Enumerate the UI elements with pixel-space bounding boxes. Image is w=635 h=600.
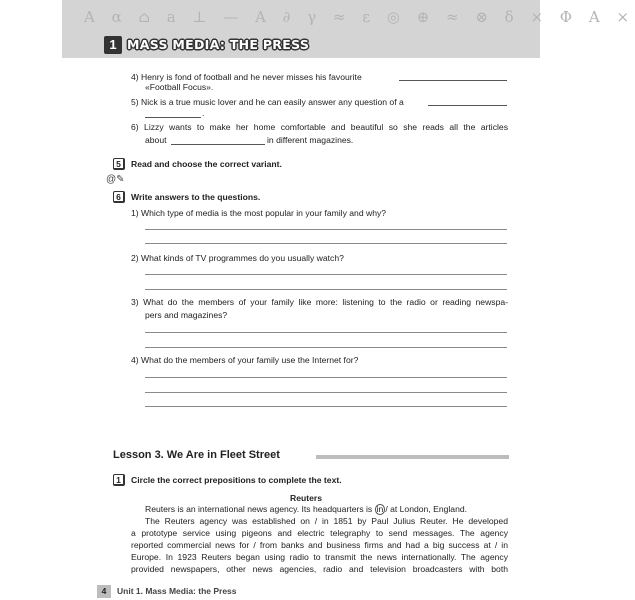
item-4-blank[interactable]: [399, 80, 507, 81]
text-line: The Reuters agency was established on / in 1851 by Paul Julius Reuter. He developed: [145, 516, 508, 526]
item-5-line1: 5) Nick is a true music lover and he can easily answer any question of a: [131, 97, 404, 107]
online-task-icon: @✎: [106, 174, 125, 185]
answer-line[interactable]: [145, 377, 507, 378]
exercise-5-instruction: Read and choose the correct variant.: [131, 159, 282, 169]
item-5-period: .: [202, 108, 205, 118]
exercise-1-number: 1: [113, 474, 125, 486]
text-p1-start: Reuters is an international news agency. Its headquarters is: [145, 504, 373, 514]
question-4: 4) What do the members of your family use the Internet for?: [131, 355, 359, 365]
exercise-1-instruction: Circle the correct prepositions to complete the text.: [131, 475, 342, 485]
item-5-blank-end[interactable]: [428, 105, 507, 106]
item-6-about: about: [145, 135, 167, 145]
exercise-6-instruction: Write answers to the questions.: [131, 192, 261, 202]
answer-line[interactable]: [145, 274, 507, 275]
text-line: a prototype service using pigeons and electric telegraphy to send messages. The agency: [131, 528, 508, 538]
answer-line[interactable]: [145, 406, 507, 407]
exercise-6-number: 6: [113, 191, 125, 203]
answer-line[interactable]: [145, 289, 507, 290]
text-paragraph-1: [145, 504, 467, 515]
lesson-title: Lesson 3. We Are in Fleet Street: [113, 449, 280, 461]
circled-preposition[interactable]: in: [376, 504, 384, 514]
decorative-header-pattern: A α ⌂ a ⊥ — A ∂ γ ≈ ε ◎ ⊕ ≈ ⊗ δ × Φ A ×: [84, 8, 635, 26]
item-4-line2: «Football Focus».: [145, 82, 214, 92]
lesson-title-bar: [316, 455, 509, 459]
question-2: 2) What kinds of TV programmes do you usually watch?: [131, 253, 344, 263]
item-6-line1: 6) Lizzy wants to make her home comfortable and beautiful so she reads all the articles: [131, 122, 508, 132]
item-6-line2-end: in different magazines.: [267, 135, 354, 145]
question-3-line1: 3) What do the members of your family like more: listening to the radio or reading newspa-: [131, 297, 508, 307]
answer-line[interactable]: [145, 392, 507, 393]
unit-title: MASS MEDIA: THE PRESS: [127, 37, 310, 52]
answer-line[interactable]: [145, 347, 507, 348]
text-p1-end: / at London, England.: [385, 504, 468, 514]
question-1: 1) Which type of media is the most popular in your family and why?: [131, 208, 387, 218]
item-6-blank[interactable]: [171, 144, 265, 145]
text-line: Europe. In 1923 Reuters began using radio to transmit the news internationally. The agency: [131, 552, 508, 562]
item-5-blank-start[interactable]: [145, 117, 201, 118]
page-number: 4: [97, 585, 111, 598]
item-4-line1: 4) Henry is fond of football and he never misses his favourite: [131, 72, 362, 82]
unit-number-badge: 1: [104, 36, 122, 54]
answer-line[interactable]: [145, 332, 507, 333]
footer-unit-title: Unit 1. Mass Media: the Press: [117, 586, 237, 596]
text-line: reported commercial news for / from banks and business firms and had a big success at / in: [131, 540, 508, 550]
text-line: provided newspapers, other news agencies, radio and television broadcasters with both: [131, 564, 508, 574]
exercise-5-number: 5: [113, 158, 125, 170]
answer-line[interactable]: [145, 243, 507, 244]
text-title: Reuters: [290, 493, 322, 503]
answer-line[interactable]: [145, 229, 507, 230]
question-3-line2: pers and magazines?: [145, 310, 228, 320]
